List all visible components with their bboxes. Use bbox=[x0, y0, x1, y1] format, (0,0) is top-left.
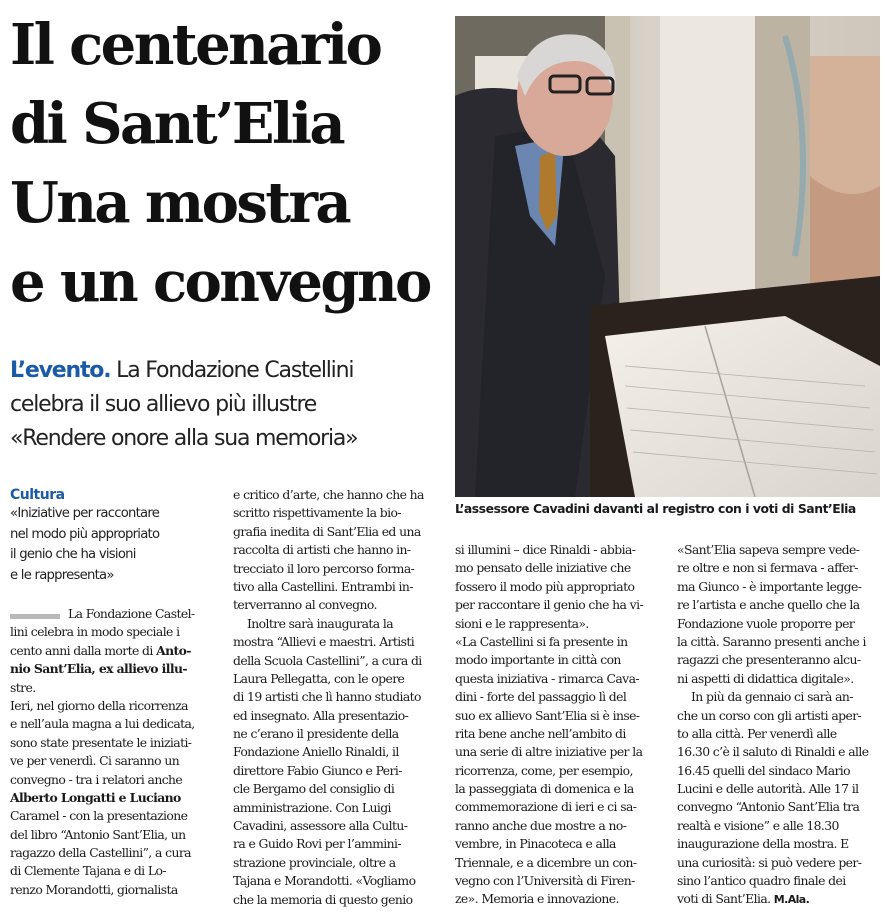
text-line: vegno con l’Università di Firen- bbox=[455, 873, 635, 889]
text-line: ragazzi che presenteranno alcu- bbox=[677, 652, 861, 668]
section-label: Cultura bbox=[10, 487, 65, 503]
article-photo bbox=[455, 16, 880, 497]
text-line: re oltre e non si fermava - affer- bbox=[677, 560, 858, 576]
text-line: scritto rispettivamente la bio- bbox=[233, 505, 401, 521]
text-line: ve per venerdì. Ci saranno un bbox=[10, 753, 180, 769]
text-line: grafia inedita di Sant’Elia ed una bbox=[233, 523, 421, 539]
text-line: rita bene anche nell’ambito di bbox=[455, 725, 626, 741]
text-line: ze». Memoria e innovazione. bbox=[455, 891, 619, 907]
text-line: to alla città. Per venerdì alle bbox=[677, 725, 837, 741]
text-line: cle Bergamo del consiglio di bbox=[233, 781, 395, 797]
headline-line: di Sant’Elia bbox=[10, 91, 344, 157]
subheadline bbox=[10, 354, 450, 456]
text-line: la passeggiata di domenica e la bbox=[455, 781, 634, 797]
text-line: Inoltre sarà inaugurata la bbox=[247, 615, 394, 631]
text-line: questa iniziativa - rimarca Cava- bbox=[455, 670, 639, 686]
text-line: Fondazione vuole proporre per bbox=[677, 615, 855, 631]
text-line: La Fondazione Castel- bbox=[68, 606, 195, 621]
text-line: direttore Fabio Giunco e Peri- bbox=[233, 762, 402, 778]
text-line: trecciato il loro percorso forma- bbox=[233, 560, 415, 576]
text-line: Fondazione Aniello Rinaldi, il bbox=[233, 744, 399, 760]
text-line: convegno - tra i relatori anche bbox=[10, 771, 183, 787]
column-2 bbox=[233, 486, 445, 909]
text-line: che un corso con gli artisti aper- bbox=[677, 707, 862, 723]
text-line: cento anni dalla morte di Anto- bbox=[10, 642, 191, 658]
text-line: e nell’aula magna a lui dedicata, bbox=[10, 716, 195, 732]
text-line: sioni e le rappresenta». bbox=[455, 615, 589, 631]
text-line: Ieri, nel giorno della ricorrenza bbox=[10, 697, 188, 713]
text-line: Laura Pellegatta, con le opere bbox=[233, 670, 405, 686]
text-line: una curiosità: si può vedere per- bbox=[677, 854, 862, 870]
text-line: Caramel - con la presentazione bbox=[10, 808, 188, 824]
subhead-line: La Fondazione Castellini bbox=[110, 358, 354, 383]
text-line: ra e Guido Rovi per l’ammini- bbox=[233, 836, 401, 852]
text-line: vembre, in Pinacoteca e alla bbox=[455, 836, 616, 852]
text-line: sino l’antico quadro finale dei bbox=[677, 873, 846, 889]
text-line: «La Castellini si fa presente in bbox=[455, 633, 628, 649]
column-4 bbox=[677, 541, 889, 909]
text-line: voti di Sant’Elia. M.Ala. bbox=[677, 891, 810, 907]
text-line: «Sant’Elia sapeva sempre vede- bbox=[677, 542, 860, 557]
text-line: di Clemente Tajana e di Lo- bbox=[10, 863, 166, 879]
text-line: Cavadini, assessore alla Cultu- bbox=[233, 818, 408, 834]
text-line: Triennale, e a dicembre un con- bbox=[455, 854, 637, 870]
text-line: stre. bbox=[10, 679, 36, 695]
headline-line: Una mostra bbox=[10, 170, 350, 236]
text-line: del libro “Antonio Sant’Elia, un bbox=[10, 826, 186, 842]
text-line: della Scuola Castellini”, a cura di bbox=[233, 652, 422, 668]
text-line: e critico d’arte, che hanno che ha bbox=[233, 487, 424, 502]
text-line: sono state presentate le iniziati- bbox=[10, 734, 192, 750]
text-line: commemorazione di ieri e ci sa- bbox=[455, 799, 637, 815]
text-line: ricorrenza, come, per esempio, bbox=[455, 762, 633, 778]
text-line: ma Giunco - è importante legge- bbox=[677, 578, 862, 594]
text-line: si illumini – dice Rinaldi - abbia- bbox=[455, 542, 636, 557]
text-line: terverranno al convegno. bbox=[233, 597, 377, 613]
headline-line: e un convegno bbox=[10, 249, 430, 315]
author-signature: M.Ala. bbox=[773, 893, 810, 907]
text-line: di 19 artisti che lì hanno studiato bbox=[233, 689, 421, 705]
text-line: suo ex allievo Sant’Elia si è inse- bbox=[455, 707, 640, 723]
column-3 bbox=[455, 541, 667, 909]
text-line: ragazzo della Castellini”, a cura bbox=[10, 845, 191, 861]
sidebar-box bbox=[10, 486, 220, 586]
text-line: ne c’erano il presidente della bbox=[233, 726, 399, 742]
text-line: inaugurazione della mostra. E bbox=[677, 836, 849, 852]
subhead-line: celebra il suo allievo più illustre bbox=[10, 392, 317, 417]
text-line: per raccontare il genio che ha vi- bbox=[455, 597, 644, 613]
text-line: strazione provinciale, oltre a bbox=[233, 854, 396, 870]
text-line: In più da gennaio ci sarà an- bbox=[691, 689, 853, 705]
photo-caption: L’assessore Cavadini davanti al registro con i voti di Sant’Elia bbox=[455, 501, 856, 516]
text-line: convegno “Antonio Sant’Elia tra bbox=[677, 799, 860, 815]
text-line: 16.45 quelli del sindaco Mario bbox=[677, 762, 851, 778]
text-line: dini - forte del passaggio lì del bbox=[455, 689, 627, 705]
text-line: 16.30 c’è il saluto di Rinaldi e alle bbox=[677, 744, 869, 760]
text-line: fossero il modo più appropriato bbox=[455, 578, 635, 594]
text-line: amministrazione. Con Luigi bbox=[233, 799, 391, 815]
text-line: che la memoria di questo genio bbox=[233, 891, 413, 907]
text-line: Alberto Longatti e Luciano bbox=[10, 789, 181, 805]
text-line: mostra “Allievi e maestri. Artisti bbox=[233, 634, 415, 650]
text-line: Tajana e Morandotti. «Vogliamo bbox=[233, 873, 416, 889]
text-line: tivo alla Castellini. Entrambi in- bbox=[233, 578, 413, 594]
subhead-line: «Rendere onore alla sua memoria» bbox=[10, 426, 358, 451]
text-line: re l’artista e anche quello che la bbox=[677, 597, 860, 613]
text-line: realtà e visione” e alle 18.30 bbox=[677, 817, 839, 833]
column-1 bbox=[10, 605, 222, 899]
text-line: modo importante in città con bbox=[455, 652, 621, 668]
text-line: renzo Morandotti, giornalista bbox=[10, 881, 178, 897]
text-line: ed insegnato. Alla presentazio- bbox=[233, 707, 409, 723]
pull-quote: «Iniziative per raccontare nel modo più appropriato il genio che ha visioni e le rappresenta» bbox=[10, 506, 160, 583]
text-line: ranno anche due mostre a no- bbox=[455, 817, 627, 833]
text-line: nio Sant’Elia, ex allievo illu- bbox=[10, 661, 187, 677]
headline bbox=[10, 6, 445, 322]
headline-line: Il centenario bbox=[10, 12, 381, 78]
text-line: la città. Saranno presenti anche i bbox=[677, 633, 866, 649]
text-line: lini celebra in modo speciale i bbox=[10, 624, 180, 640]
text-line: raccolta di artisti che hanno in- bbox=[233, 542, 411, 558]
text-line: una serie di altre iniziative per la bbox=[455, 744, 643, 760]
text-line: Lucini e delle autorità. Alle 17 il bbox=[677, 781, 859, 797]
photo-illustration bbox=[455, 16, 880, 497]
text-line: mo pensato delle iniziative che bbox=[455, 560, 631, 576]
subhead-kicker: L’evento. bbox=[10, 358, 111, 383]
text-line: ni aspetti di didattica digitale». bbox=[677, 670, 854, 686]
